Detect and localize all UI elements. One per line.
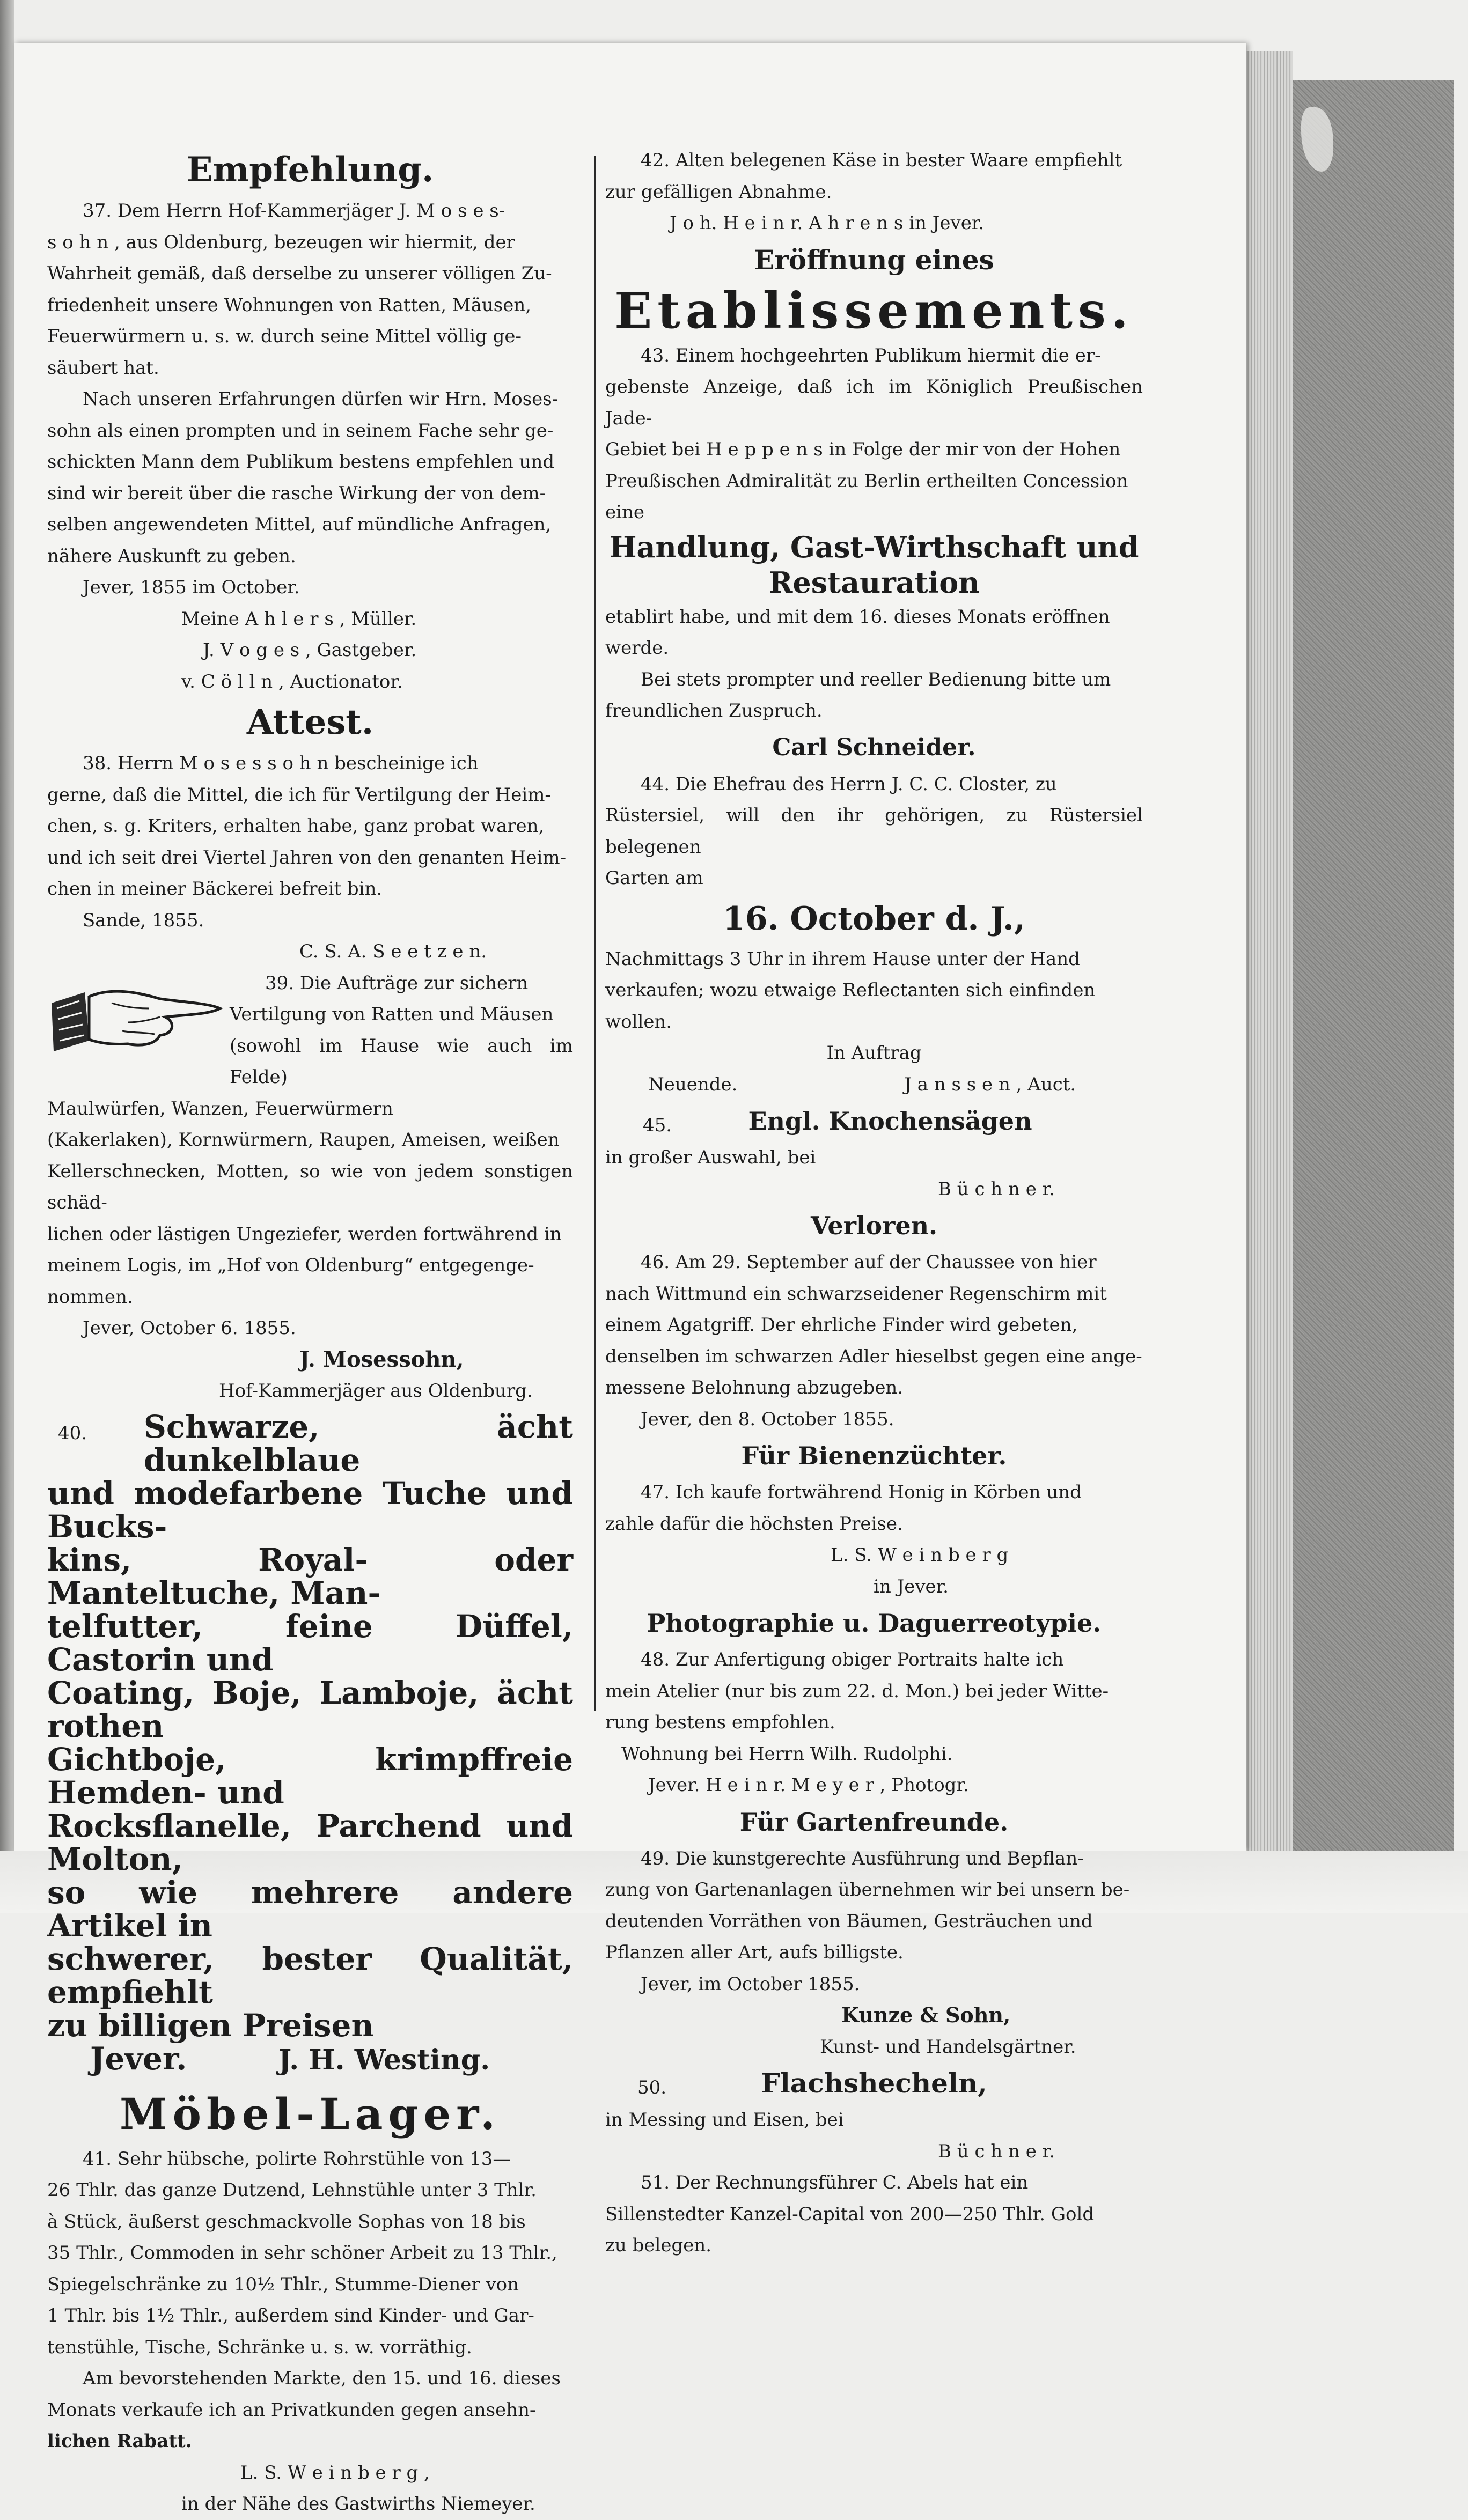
text-line: sind wir bereit über die rasche Wirkung der von dem- (47, 482, 546, 504)
text-line: und ich seit drei Viertel Jahren von den genanten Heim- (47, 846, 567, 868)
text-line: Rüstersiel, will den ihr gehörigen, zu Rüstersiel belegenen (605, 805, 1143, 858)
text-line: telfutter, feine Düffel, Castorin und (47, 1608, 573, 1678)
text-line: Bei stets prompter und reeller Bedienung bitte um (641, 668, 1111, 690)
page-stack-edge (1239, 51, 1293, 1864)
ad-39-signature: J. Mosessohn, (299, 1346, 464, 1372)
ad-47-heading: Für Bienenzüchter. (741, 1441, 1007, 1470)
right-column (605, 145, 1143, 2261)
text-line: Vertilgung von Ratten und Mäusen (230, 1004, 554, 1025)
text-line: s o h n , aus Oldenburg, bezeugen wir hiermit, der (47, 231, 515, 253)
ad-43-signature: Carl Schneider. (772, 733, 976, 761)
text-line: 41. Sehr hübsche, polirte Rohrstühle von 13— (83, 2148, 511, 2170)
column-divider (594, 156, 596, 1711)
text-line: zu belegen. (605, 2235, 712, 2256)
ad-44-body (605, 769, 1143, 894)
text-line: lichen Rabatt. (47, 2430, 192, 2452)
text-line: Pflanzen aller Art, aufs billigste. (605, 1942, 904, 1963)
ad-48-heading: Photographie u. Daguerreotypie. (647, 1609, 1102, 1638)
text-line: wollen. (605, 1011, 672, 1033)
ad-40-place: Jever. (90, 2040, 187, 2077)
text-line: zur gefälligen Abnahme. (605, 181, 832, 203)
ad-44-signature-line (605, 1069, 1143, 1101)
text-line: 44. Die Ehefrau des Herrn J. C. C. Closter, zu (641, 773, 1057, 795)
ad-41-body (47, 2143, 573, 2520)
text-line: à Stück, äußerst geschmackvolle Sophas von 18 bis (47, 2210, 526, 2232)
text-line: chen in meiner Bäckerei befreit bin. (47, 878, 383, 900)
ad-37-date: Jever, 1855 im October. (83, 577, 300, 598)
ad-48-body (605, 1644, 1143, 1801)
previous-page-edge (0, 0, 14, 1913)
text-line: 49. Die kunstgerechte Ausführung und Bepflan- (641, 1847, 1084, 1869)
ad-50-heading-line (605, 2065, 1143, 2102)
ad-51-body (605, 2167, 1143, 2261)
ad-38-body (47, 748, 573, 968)
ad-39-signature-title: Hof-Kammerjäger aus Oldenburg. (219, 1380, 533, 1402)
ad-48-address: Wohnung bei Herrn Wilh. Rudolphi. (621, 1743, 953, 1765)
ad-40-number: 40. (58, 1422, 87, 1444)
text-line: kins, Royal- oder Manteltuche, Man- (47, 1541, 573, 1611)
ad-37-body (47, 195, 573, 697)
text-line: mein Atelier (nur bis zum 22. d. Mon.) bei jeder Witte- (605, 1680, 1109, 1702)
text-line: Nachmittags 3 Uhr in ihrem Hause unter der Hand (605, 948, 1080, 970)
text-line: 42. Alten belegenen Käse in bester Waare empfiehlt (641, 150, 1122, 171)
text-line: Maulwürfen, Wanzen, Feuerwürmern (47, 1097, 393, 1119)
ad-50-number: 50. (637, 2077, 667, 2098)
ad-43-body-continued (605, 601, 1143, 727)
text-line: verkaufen; wozu etwaige Reflectanten sich einfinden (605, 979, 1096, 1001)
text-line: (Kakerlaken), Kornwürmern, Raupen, Ameisen, weißen (47, 1129, 560, 1151)
text-line: 26 Thlr. das ganze Dutzend, Lehnstühle unter 3 Thlr. (47, 2179, 537, 2201)
text-line: zu billigen Preisen (47, 2007, 374, 2044)
text-line: werde. (605, 637, 669, 659)
ad-44-date-heading: 16. October d. J., (723, 900, 1025, 938)
text-line: Wahrheit gemäß, daß derselbe zu unserer völligen Zu- (47, 263, 552, 284)
ad-38-signature: C. S. A. S e e t z e n. (299, 941, 487, 962)
ad-45-heading-line (605, 1102, 1143, 1140)
ad-41-heading: Möbel-Lager. (120, 2088, 501, 2139)
pointing-hand-icon (47, 971, 224, 1062)
ad-46-body (605, 1247, 1143, 1435)
ad-37-signature: Meine A h l e r s , Müller. (181, 608, 417, 630)
text-line: chen, s. g. Kriters, erhalten habe, ganz probat waren, (47, 815, 545, 837)
ad-40-name: J. H. Westing. (278, 2043, 490, 2076)
ad-44-signature: J a n s s e n , Auct. (904, 1073, 1076, 1095)
text-line: in großer Auswahl, bei (605, 1147, 816, 1168)
text-line: 1 Thlr. bis 1½ Thlr., außerdem sind Kinder- und Gar- (47, 2305, 534, 2326)
ad-47-signature: L. S. W e i n b e r g (831, 1544, 1009, 1566)
text-line: nähere Auskunft zu geben. (47, 545, 296, 567)
ad-44-place: Neuende. (648, 1073, 738, 1095)
text-line: messene Belohnung abzugeben. (605, 1377, 904, 1398)
text-line: etablirt habe, und mit dem 16. dieses Monats eröffnen (605, 606, 1110, 628)
text-line: freundlichen Zuspruch. (605, 700, 823, 721)
ad-46-date: Jever, den 8. October 1855. (641, 1408, 894, 1430)
ad-44-body-continued (605, 944, 1143, 1101)
ad-39-date: Jever, October 6. 1855. (83, 1317, 296, 1339)
text-line: 47. Ich kaufe fortwährend Honig in Körben und (641, 1482, 1082, 1503)
text-line: gerne, daß die Mittel, die ich für Vertilgung der Heim- (47, 784, 551, 806)
text-line: Schwarze, ächt dunkelblaue (144, 1408, 573, 1478)
ad-38-date: Sande, 1855. (83, 909, 204, 931)
ad-42-body (605, 145, 1143, 239)
text-line: 46. Am 29. September auf der Chaussee von hier (641, 1251, 1097, 1273)
text-line: schickten Mann dem Publikum bestens empfehlen und (47, 451, 555, 473)
ad-49-date: Jever, im October 1855. (641, 1973, 860, 1995)
text-line: Rocksflanelle, Parchend und Molton, (47, 1807, 573, 1877)
ad-50-body (605, 2104, 1143, 2167)
ad-37-signature: v. C ö l l n , Auctionator. (181, 670, 403, 692)
text-line: schwerer, bester Qualität, empfiehlt (47, 1940, 573, 2010)
ad-49-signature: Kunze & Sohn, (841, 2003, 1011, 2027)
text-line: Kellerschnecken, Motten, so wie von jedem sonstigen schäd- (47, 1160, 573, 1213)
text-line: Sillenstedter Kanzel-Capital von 200—250 Thlr. Gold (605, 2203, 1095, 2225)
text-line: eine (605, 502, 645, 523)
text-line: Nach unseren Erfahrungen dürfen wir Hrn. Moses- (83, 388, 559, 410)
text-line: selben angewendeten Mittel, auf mündliche Anfragen, (47, 514, 552, 535)
text-line: 39. Die Aufträge zur sichern (265, 972, 529, 994)
text-line: Preußischen Admiralität zu Berlin ertheilten Concession (605, 470, 1128, 492)
text-line: zahle dafür die höchsten Preise. (605, 1513, 903, 1535)
text-line: lichen oder lästigen Ungeziefer, werden fortwährend in (47, 1223, 562, 1245)
ad-43-subheading: Handlung, Gast-Wirthschaft und (609, 529, 1139, 564)
book-cover-edge (1290, 80, 1454, 1875)
ad-43-heading: Eröffnung eines (754, 244, 994, 276)
text-line: denselben im schwarzen Adler hieselbst gegen eine ange- (605, 1345, 1142, 1367)
ad-43-title: Etablissements. (614, 281, 1134, 340)
left-column (47, 145, 573, 2520)
text-line: tenstühle, Tische, Schränke u. s. w. vorräthig. (47, 2336, 472, 2358)
text-line: Coating, Boje, Lamboje, ächt rothen (47, 1674, 573, 1744)
text-line: meinem Logis, im „Hof von Oldenburg“ entgegenge- (47, 1255, 534, 1276)
ad-37-signature: J. V o g e s , Gastgeber. (203, 639, 417, 661)
text-line: 48. Zur Anfertigung obiger Portraits halte ich (641, 1649, 1064, 1670)
ad-49-heading: Für Gartenfreunde. (739, 1807, 1009, 1837)
ad-45-heading: Engl. Knochensägen (748, 1107, 1032, 1136)
ad-41-signature-address: in der Nähe des Gastwirths Niemeyer. (181, 2493, 535, 2515)
text-line: 35 Thlr., Commoden in sehr schöner Arbeit zu 13 Thlr., (47, 2242, 557, 2264)
text-line: in Messing und Eisen, bei (605, 2109, 844, 2131)
text-line: einem Agatgriff. Der ehrliche Finder wird gebeten, (605, 1314, 1078, 1336)
text-line: Feuerwürmern u. s. w. durch seine Mittel völlig ge- (47, 326, 522, 347)
text-line: Monats verkaufe ich an Privatkunden gegen ansehn- (47, 2399, 536, 2421)
ad-37-heading: Empfehlung. (186, 150, 434, 190)
text-line: gebenste Anzeige, daß ich im Königlich Preußischen Jade- (605, 376, 1143, 429)
ad-42-signature: J o h. H e i n r. A h r e n s in Jever. (670, 212, 985, 234)
ad-48-signature: Jever. H e i n r. M e y e r , Photogr. (648, 1774, 969, 1796)
text-line: nommen. (47, 1286, 133, 1308)
text-line: säubert hat. (47, 357, 159, 379)
text-line: nach Wittmund ein schwarzseidener Regenschirm mit (605, 1283, 1107, 1305)
text-line: zung von Gartenanlagen übernehmen wir bei unsern be- (605, 1879, 1130, 1900)
ad-41-signature: L. S. W e i n b e r g , (240, 2462, 430, 2484)
text-line: 43. Einem hochgeehrten Publikum hiermit die er- (641, 344, 1101, 366)
text-line: deutenden Vorräthen von Bäumen, Gesträuchen und (605, 1910, 1093, 1932)
text-line: sohn als einen prompten und in seinem Fache sehr ge- (47, 419, 554, 441)
ad-46-heading: Verloren. (810, 1211, 938, 1240)
ad-40-signature (47, 2042, 573, 2077)
ad-49-signature-title: Kunst- und Handelsgärtner. (820, 2036, 1076, 2058)
ad-49-body (605, 1843, 1143, 2063)
ad-43-subheading: Restauration (768, 565, 980, 600)
text-line: friedenheit unsere Wohnungen von Ratten, Mäusen, (47, 294, 532, 316)
text-line: Gebiet bei H e p p e n s in Folge der mir von der Hohen (605, 439, 1121, 460)
text-line: 51. Der Rechnungsführer C. Abels hat ein (641, 2172, 1029, 2193)
ad-45-number: 45. (643, 1115, 672, 1136)
ad-50-signature: B ü c h n e r. (938, 2140, 1055, 2162)
ad-43-body (605, 340, 1143, 528)
text-line: so wie mehrere andere Artikel in (47, 1874, 573, 1944)
text-line: rung bestens empfohlen. (605, 1712, 835, 1733)
ad-47-signature-place: in Jever. (874, 1575, 949, 1597)
text-line: 37. Dem Herrn Hof-Kammerjäger J. M o s e s- (83, 200, 505, 222)
ad-38-heading: Attest. (246, 702, 374, 742)
ad-45-body (605, 1142, 1143, 1205)
ad-50-heading: Flachshecheln, (761, 2067, 987, 2099)
ad-47-body (605, 1477, 1143, 1602)
ad-44-commission: In Auftrag (826, 1042, 922, 1064)
ad-45-signature: B ü c h n e r. (938, 1178, 1055, 1200)
text-line: 38. Herrn M o s e s s o h n bescheinige ich (83, 753, 479, 774)
text-line: Gichtboje, krimpffreie Hemden- und (47, 1741, 573, 1811)
ad-39-body (47, 968, 573, 1407)
ad-40-body (47, 1410, 573, 2077)
text-line: Garten am (605, 867, 703, 889)
text-line: (sowohl im Hause wie auch im Felde) (230, 1035, 573, 1088)
text-line: und modefarbene Tuche und Bucks- (47, 1475, 573, 1545)
text-line: Am bevorstehenden Markte, den 15. und 16. dieses (83, 2368, 561, 2389)
text-line: Spiegelschränke zu 10½ Thlr., Stumme-Diener von (47, 2273, 519, 2295)
